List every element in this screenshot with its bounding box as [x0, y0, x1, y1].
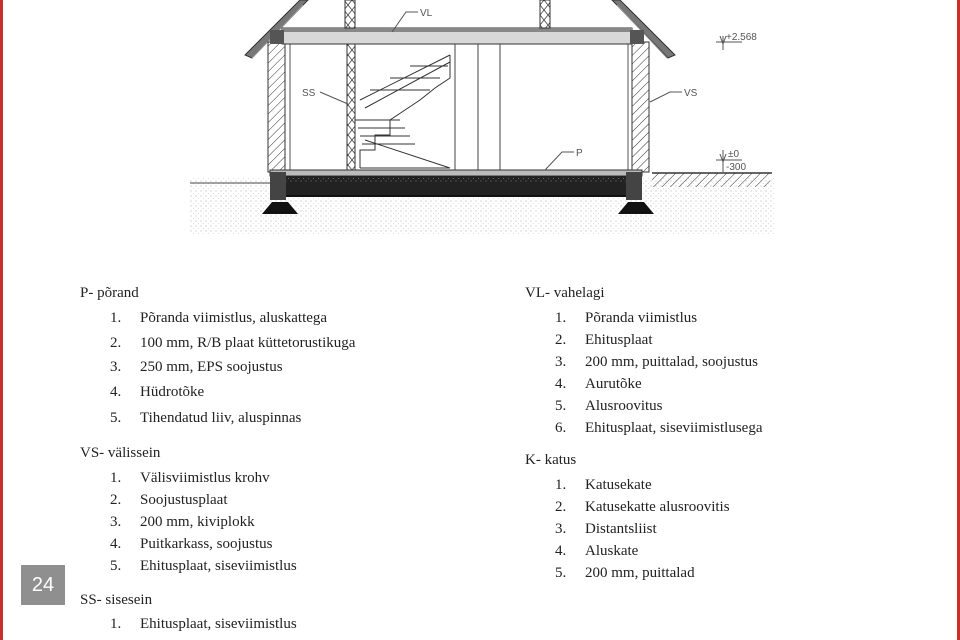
floor-beam-right: [630, 30, 644, 44]
section-drawing: [0, 0, 960, 245]
section-vs: [80, 446, 480, 576]
list-item: 1. Välisviimistlus krohv: [110, 470, 270, 486]
list-item: 3. 200 mm, puittalad, soojustus: [555, 354, 758, 370]
foundation-left: [270, 172, 286, 200]
staircase: [355, 55, 450, 168]
list-item: 2. 100 mm, R/B plaat küttetorustikuga: [110, 335, 356, 351]
section-k-heading: K- katus: [525, 452, 577, 468]
section-vl: [525, 286, 925, 446]
elevation-top-label: +2.568: [726, 32, 757, 43]
list-item: 3. 250 mm, EPS soojustus: [110, 359, 283, 375]
section-ss-heading: SS- sisesein: [80, 592, 153, 608]
section-vl-heading: VL- vahelagi: [525, 285, 605, 301]
list-item: 3. 200 mm, kiviplokk: [110, 514, 255, 530]
list-item: 5. Alusroovitus: [555, 398, 663, 414]
section-vs-heading: VS- välissein: [80, 445, 161, 461]
elevation-zero-label: ±0: [728, 149, 740, 160]
ground-hatch-right: [652, 173, 770, 187]
page-number-badge: 24: [19, 563, 67, 607]
list-item: 5. Tihendatud liiv, aluspinnas: [110, 410, 302, 426]
list-item: 3. Distantsliist: [555, 521, 657, 537]
label-vl: VL: [420, 8, 433, 19]
list-item: 5. 200 mm, puittalad: [555, 565, 695, 581]
list-item: 4. Puitkarkass, soojustus: [110, 536, 273, 552]
floor-beam-left: [270, 30, 284, 44]
list-item: 6. Ehitusplaat, siseviimistlusega: [555, 420, 763, 436]
list-item: 1. Põranda viimistlus: [555, 310, 698, 326]
list-item: 2. Soojustusplaat: [110, 492, 228, 508]
list-item: 1. Ehitusplaat, siseviimistlus: [110, 616, 297, 632]
leader-ss: [320, 92, 348, 104]
section-ss: [80, 593, 480, 638]
list-item: 2. Ehitusplaat: [555, 332, 653, 348]
interior-wall: [347, 44, 355, 172]
label-p: P: [576, 148, 583, 159]
elevation-minus-label: -300: [726, 162, 747, 173]
leader-p: [545, 152, 574, 170]
list-item: 4. Hüdrotõke: [110, 384, 205, 400]
list-item: 2. Katusekatte alusroovitis: [555, 499, 730, 515]
label-ss: SS: [302, 88, 316, 99]
wall-left: [268, 42, 285, 172]
foundation-right: [626, 172, 642, 200]
list-item: 1. Põranda viimistlus, aluskattega: [110, 310, 328, 326]
list-item: 4. Aurutõke: [555, 376, 642, 392]
ground-floor-slab: [270, 170, 642, 176]
list-item: 5. Ehitusplaat, siseviimistlus: [110, 558, 297, 574]
label-vs: VS: [684, 88, 698, 99]
section-p-heading: P- põrand: [80, 285, 139, 301]
section-p: [80, 286, 480, 436]
leader-vs: [650, 92, 682, 102]
section-drawing-svg: [0, 0, 960, 245]
section-k: [525, 453, 925, 583]
list-item: 4. Aluskate: [555, 543, 639, 559]
wall-right: [632, 42, 649, 172]
list-item: 1. Katusekate: [555, 477, 652, 493]
